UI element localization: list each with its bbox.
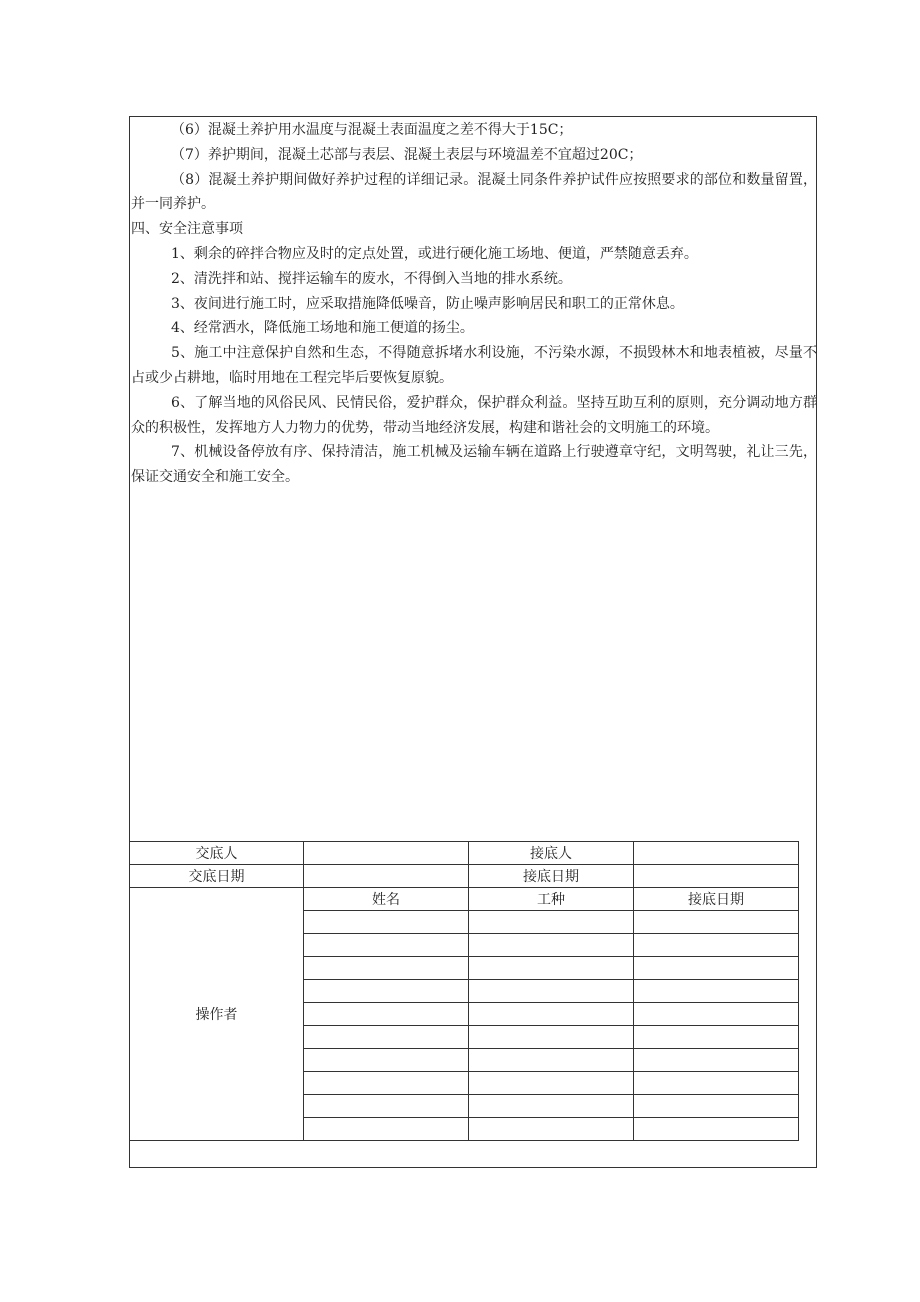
receive-date-field[interactable] — [634, 865, 799, 888]
paragraph-safety-6: 6、了解当地的风俗民风、民情民俗，爱护群众，保护群众利益。坚持互助互利的原则，充分调动地方群众的积极性，发挥地方人力物力的优势，带动当地经济发展，构建和谐社会的文明施工的环境。 — [131, 394, 817, 436]
receiver-field[interactable] — [634, 842, 799, 865]
operator-trade-cell[interactable] — [469, 1026, 634, 1049]
operator-date-cell[interactable] — [634, 1072, 799, 1095]
operator-name-cell[interactable] — [304, 1072, 469, 1095]
operator-trade-cell[interactable] — [469, 957, 634, 980]
column-header-receive-date: 接底日期 — [634, 888, 799, 911]
operator-date-cell[interactable] — [634, 1026, 799, 1049]
operator-date-cell[interactable] — [634, 934, 799, 957]
operator-name-cell[interactable] — [304, 934, 469, 957]
signature-table — [129, 841, 799, 1141]
operator-trade-cell[interactable] — [469, 1072, 634, 1095]
paragraph-safety-7: 7、机械设备停放有序、保持清洁，施工机械及运输车辆在道路上行驶遵章守纪，文明驾驶，礼让三先，保证交通安全和施工安全。 — [131, 444, 817, 486]
operator-trade-cell[interactable] — [469, 911, 634, 934]
operator-date-cell[interactable] — [634, 911, 799, 934]
operator-date-cell[interactable] — [634, 1095, 799, 1118]
operator-name-cell[interactable] — [304, 1118, 469, 1141]
table-row — [130, 865, 799, 888]
operator-date-cell[interactable] — [634, 1118, 799, 1141]
paragraph-curing-water-temp: （6）混凝土养护用水温度与混凝土表面温度之差不得大于15C； — [171, 122, 573, 138]
operator-date-cell[interactable] — [634, 980, 799, 1003]
column-header-trade: 工种 — [469, 888, 634, 911]
receive-date-label: 接底日期 — [469, 865, 634, 888]
operator-trade-cell[interactable] — [469, 1118, 634, 1141]
paragraph-curing-temp-difference: （7）养护期间，混凝土芯部与表层、混凝土表层与环境温差不宜超过20C； — [171, 146, 643, 163]
operator-name-cell[interactable] — [304, 911, 469, 934]
operator-trade-cell[interactable] — [469, 1049, 634, 1072]
handover-person-field[interactable] — [304, 842, 469, 865]
operator-date-cell[interactable] — [634, 1049, 799, 1072]
operator-trade-cell[interactable] — [469, 934, 634, 957]
paragraph-safety-4: 4、经常洒水，降低施工场地和施工便道的扬尘。 — [171, 320, 474, 337]
operator-name-cell[interactable] — [304, 957, 469, 980]
table-row — [130, 842, 799, 865]
operator-date-cell[interactable] — [634, 1003, 799, 1026]
handover-person-label: 交底人 — [130, 842, 304, 865]
operator-trade-cell[interactable] — [469, 980, 634, 1003]
paragraph-safety-2: 2、清洗拌和站、搅拌运输车的废水，不得倒入当地的排水系统。 — [171, 270, 572, 287]
table-row — [130, 888, 799, 911]
section-heading-safety: 四、安全注意事项 — [131, 221, 243, 238]
column-header-name: 姓名 — [304, 888, 469, 911]
operator-date-cell[interactable] — [634, 957, 799, 980]
operator-name-cell[interactable] — [304, 1026, 469, 1049]
receiver-label: 接底人 — [469, 842, 634, 865]
paragraph-curing-records: （8）混凝土养护期间做好养护过程的详细记录。混凝土同条件养护试件应按照要求的部位和数量留置，并一同养护。 — [131, 171, 817, 213]
operator-name-cell[interactable] — [304, 1095, 469, 1118]
paragraph-safety-1: 1、剩余的碎拌合物应及时的定点处置，或进行硬化施工场地、便道，严禁随意丢弃。 — [171, 245, 698, 262]
paragraph-safety-3: 3、夜间进行施工时，应采取措施降低噪音，防止噪声影响居民和职工的正常休息。 — [171, 295, 684, 312]
handover-date-label: 交底日期 — [130, 865, 304, 888]
operator-trade-cell[interactable] — [469, 1095, 634, 1118]
operator-label: 操作者 — [130, 888, 304, 1141]
operator-name-cell[interactable] — [304, 980, 469, 1003]
operator-name-cell[interactable] — [304, 1049, 469, 1072]
operator-name-cell[interactable] — [304, 1003, 469, 1026]
instruction-body — [131, 118, 817, 490]
handover-date-field[interactable] — [304, 865, 469, 888]
paragraph-safety-5: 5、施工中注意保护自然和生态，不得随意拆堵水利设施，不污染水源，不损毁林木和地表植被，尽量不占或少占耕地，临时用地在工程完毕后要恢复原貌。 — [131, 345, 817, 386]
operator-trade-cell[interactable] — [469, 1003, 634, 1026]
